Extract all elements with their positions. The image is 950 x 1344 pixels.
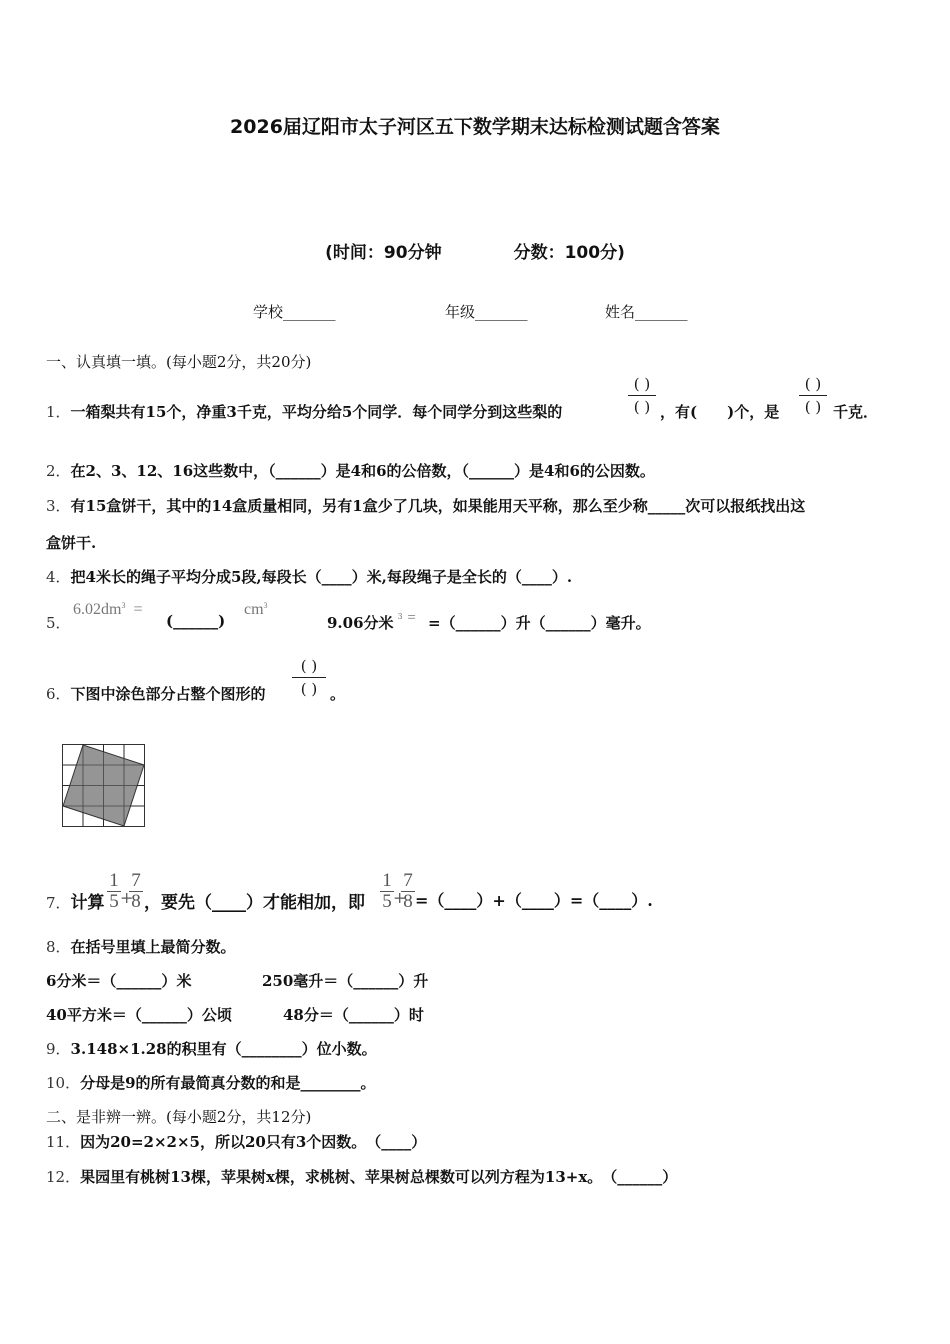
exam-score: 分数：100分) — [513, 243, 625, 263]
question-1-end: 千克． — [833, 403, 879, 421]
section-1-heading: 一、认真填一填。(每小题2分，共20分) — [46, 353, 312, 371]
q8-item-2: 250毫升＝（______）升 — [262, 972, 429, 990]
question-12: 12．果园里有桃树13棵，苹果树x棵，求桃树、苹果树总棵数可以列方程为13+x。 （______） — [46, 1168, 678, 1186]
fraction-1-5: 1 5 — [107, 872, 121, 911]
question-2: 2．在2、3、12、16这些数中，（______）是4和6的公倍数，（______）是4和6的公因数。 — [46, 462, 655, 480]
fraction-blank-2: ( ) ( ) — [799, 375, 827, 416]
question-11: 11．因为20=2×2×5，所以20只有3个因数。 （____） — [46, 1133, 427, 1151]
fraction-7-8-b: 7 8 — [401, 872, 415, 911]
question-7-cont: ，要先（____）才能相加，即 — [144, 893, 365, 913]
q5-unit: $cm^3$ — [244, 601, 268, 618]
name-field: 姓名_______ — [605, 303, 688, 321]
page-title: 2026届辽阳市太子河区五下数学期末达标检测试题含答案 — [230, 116, 720, 138]
question-1-cont: ，有( )个，是 — [660, 403, 780, 421]
grade-field: 年级_______ — [445, 303, 528, 321]
fraction-blank-3: ( ) ( ) — [292, 657, 326, 698]
fraction-blank-1: ( ) ( ) — [628, 375, 656, 416]
question-6: 6．下图中涂色部分占整个图形的 — [46, 685, 266, 703]
q5-expression-1: $6.02dm^3$ = — [73, 601, 143, 618]
exam-subtitle — [0, 238, 950, 263]
question-8: 8．在括号里填上最简分数。 — [46, 938, 236, 956]
shaded-square-figure — [62, 744, 146, 828]
exam-time: (时间：90分钟 — [325, 243, 442, 263]
q5-part-2: 9.06分米 $^3$ = — [327, 610, 416, 632]
question-7: 7．计算 — [46, 893, 105, 913]
plus-sign-b: + — [393, 888, 407, 907]
fraction-1-5-b: 1 5 — [380, 872, 394, 911]
question-number: 1． — [46, 403, 71, 421]
question-5: 5． — [46, 614, 71, 632]
question-3: 3．有15盒饼干，其中的14盒质量相同，另有1盒少了几块，如果能用天平称，那么至少称_____次可以报纸找出这 — [46, 497, 806, 515]
school-field: 学校_______ — [253, 303, 336, 321]
question-text: 一箱梨共有15个，净重3千克，平均分给5个同学．每个同学分到这些梨的 — [70, 403, 563, 421]
plus-sign: + — [120, 888, 134, 907]
question-1 — [46, 401, 562, 422]
q8-item-1: 6分米＝（______）米 — [46, 972, 192, 990]
question-3-line-2: 盒饼干. — [46, 534, 97, 552]
question-10: 10．分母是9的所有最简真分数的和是________。 — [46, 1074, 376, 1092]
q5-part-2-rest: =（______）升（______）毫升。 — [428, 614, 651, 632]
q8-item-4: 48分＝（______）时 — [283, 1006, 424, 1024]
question-7-end: =（____）+（____）=（____）. — [415, 891, 653, 910]
question-6-end: 。 — [330, 685, 346, 703]
question-9: 9．3.148×1.28的积里有（________）位小数。 — [46, 1040, 377, 1058]
q5-blank-1: (______) — [166, 612, 226, 630]
fraction-7-8: 7 8 — [129, 872, 143, 911]
section-2-heading: 二、是非辨一辨。(每小题2分，共12分) — [46, 1108, 312, 1126]
question-4: 4．把4米长的绳子平均分成5段,每段长（____）米,每段绳子是全长的（____）. — [46, 568, 573, 586]
q8-item-3: 40平方米＝（______）公顷 — [46, 1006, 232, 1024]
